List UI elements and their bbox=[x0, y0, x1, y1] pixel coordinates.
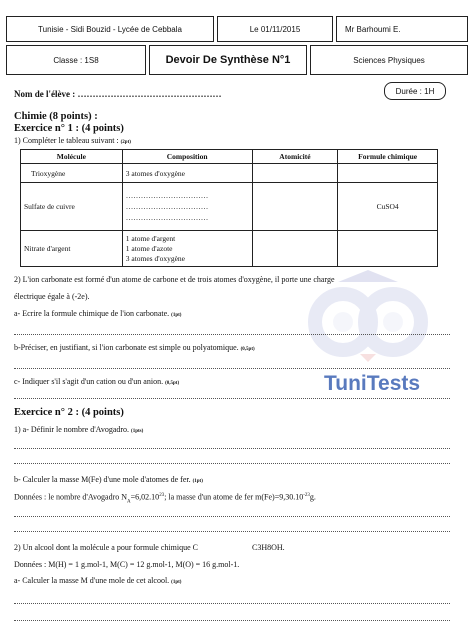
question2a bbox=[14, 308, 181, 321]
header-title-text: Devoir De Synthèse N°1 bbox=[165, 54, 291, 66]
table-header: Atomicité bbox=[252, 150, 338, 164]
watermark-text: TuniTests bbox=[324, 372, 421, 395]
atomicite-cell[interactable] bbox=[252, 164, 338, 183]
ex2-question1a-text: 1) a- Définir le nombre d'Avogadro. bbox=[14, 425, 130, 434]
exercise1-title: Exercice n° 1 : (4 points) bbox=[14, 123, 124, 134]
ex2-question2a-points: (1pt) bbox=[171, 580, 182, 585]
question2-line2: électrique égale à (-2e). bbox=[14, 292, 90, 301]
answer-line[interactable] bbox=[14, 334, 450, 335]
student-name-label: Nom de l'élève : ………………………………………… bbox=[14, 89, 222, 99]
ex2-question2a bbox=[14, 575, 181, 588]
table-header-row bbox=[21, 150, 438, 164]
question1-text bbox=[14, 135, 131, 148]
answer-line[interactable] bbox=[14, 603, 450, 604]
ex2-question1b bbox=[14, 474, 203, 487]
composition-cell bbox=[122, 164, 252, 183]
question1-label: 1) Compléter le tableau suivant : bbox=[14, 136, 119, 145]
header-school bbox=[6, 16, 214, 42]
header-subject-text: Sciences Physiques bbox=[353, 55, 425, 65]
composition-cell bbox=[122, 231, 252, 267]
ex2-question2 bbox=[14, 542, 198, 553]
formule-cell bbox=[338, 183, 438, 231]
table-header: Formule chimique bbox=[338, 150, 438, 164]
ex2-question1a bbox=[14, 424, 143, 437]
ex2-question2a-text: a- Calculer la masse M d'une mole de cet alcool. bbox=[14, 576, 170, 585]
header-title bbox=[149, 45, 307, 75]
composition-line: 3 atomes d'oxygène bbox=[125, 253, 185, 263]
avogadro-exponent: 23 bbox=[159, 493, 165, 498]
iron-mass-unit: g. bbox=[309, 492, 316, 502]
ex2-donnees-text: Données : le nombre d'Avogadro N bbox=[14, 492, 128, 502]
duration-text: Durée : 1H bbox=[395, 86, 435, 96]
composition-line: …………………………… bbox=[125, 191, 209, 200]
ex2-question1a-points: (1pts) bbox=[131, 429, 144, 434]
composition-line: 1 atome d'argent bbox=[125, 233, 176, 243]
ex2-donnees2-rest: -1, M(C) = 12 g.mol-1, M(O) = 16 g.mol-1. bbox=[99, 560, 240, 569]
question2c-points: (0,5pt) bbox=[165, 381, 180, 386]
answer-line[interactable] bbox=[14, 531, 450, 532]
composition-line: 1 atome d'azote bbox=[125, 243, 173, 253]
header-class-text: Classe : 1S8 bbox=[53, 55, 99, 65]
table-header: Composition bbox=[122, 150, 252, 164]
molecule-cell: Nitrate d'argent bbox=[21, 231, 123, 267]
iron-mass-text: ; la masse d'un atome de fer m(Fe)=9,30.10 bbox=[164, 492, 304, 502]
header-teacher bbox=[336, 16, 468, 42]
question2c-text: c- Indiquer s'il s'agit d'un cation ou d'un anion. bbox=[14, 377, 164, 386]
formule-text: CuSO4 bbox=[376, 202, 399, 211]
avogadro-value: =6,02.10 bbox=[130, 492, 160, 502]
question2b bbox=[14, 342, 255, 355]
atomicite-cell[interactable] bbox=[252, 183, 338, 231]
ex2-question2-text: 2) Un alcool dont la molécule a pour formule chimique C bbox=[14, 543, 198, 552]
molecule-table bbox=[20, 149, 438, 267]
answer-line[interactable] bbox=[14, 398, 450, 399]
question1-points: (2pt) bbox=[120, 140, 131, 145]
answer-line[interactable] bbox=[14, 516, 450, 517]
duration-badge bbox=[384, 82, 446, 100]
avogadro-subscript: A bbox=[127, 499, 131, 505]
question2b-points: (0,5pt) bbox=[240, 347, 255, 352]
header-class bbox=[6, 45, 146, 75]
exercise2-title: Exercice n° 2 : (4 points) bbox=[14, 407, 124, 418]
question2a-points: (1pt) bbox=[171, 313, 182, 318]
ex2-donnees bbox=[14, 490, 316, 507]
formule-cell[interactable] bbox=[338, 164, 438, 183]
header-school-text: Tunisie - Sidi Bouzid - Lycée de Cebbala bbox=[38, 24, 182, 34]
header-date-text: Le 01/11/2015 bbox=[249, 24, 301, 34]
answer-line[interactable] bbox=[14, 448, 450, 449]
question2c bbox=[14, 376, 179, 389]
question2-line1: 2) L'ion carbonate est formé d'un atome de carbone et de trois atomes d'oxygène, il porte une charge bbox=[14, 275, 335, 284]
composition-cell[interactable] bbox=[122, 183, 252, 231]
table-row bbox=[21, 164, 438, 183]
molecule-cell: Trioxygène bbox=[21, 164, 123, 183]
question2b-text: b-Préciser, en justifiant, si l'ion carbonate est simple ou polyatomique. bbox=[14, 343, 239, 352]
header-subject bbox=[310, 45, 468, 75]
chimie-title: Chimie (8 points) : bbox=[14, 111, 98, 122]
molecule-cell: Sulfate de cuivre bbox=[21, 183, 123, 231]
composition-line: 3 atomes d'oxygène bbox=[125, 168, 185, 178]
composition-line: …………………………… bbox=[125, 202, 209, 211]
table-header: Molécule bbox=[21, 150, 123, 164]
question2a-text: a- Ecrire la formule chimique de l'ion carbonate. bbox=[14, 309, 170, 318]
ex2-question1b-points: (1pt) bbox=[192, 479, 203, 484]
composition-line: …………………………… bbox=[125, 213, 209, 222]
answer-line[interactable] bbox=[14, 620, 450, 621]
answer-line[interactable] bbox=[14, 463, 450, 464]
iron-mass-exponent: -23 bbox=[303, 493, 310, 498]
ex2-question1b-text: b- Calculer la masse M(Fe) d'une mole d'atomes de fer. bbox=[14, 475, 191, 484]
ex2-donnees2 bbox=[14, 559, 239, 570]
ex2-question2-formula: C3H8OH. bbox=[252, 543, 285, 552]
answer-line[interactable] bbox=[14, 368, 450, 369]
table-row bbox=[21, 183, 438, 231]
ex2-donnees2-text: Données : M(H) = 1 g.mol bbox=[14, 560, 100, 569]
header-teacher-text: Mr Barhoumi E. bbox=[345, 24, 401, 34]
header-date bbox=[217, 16, 333, 42]
